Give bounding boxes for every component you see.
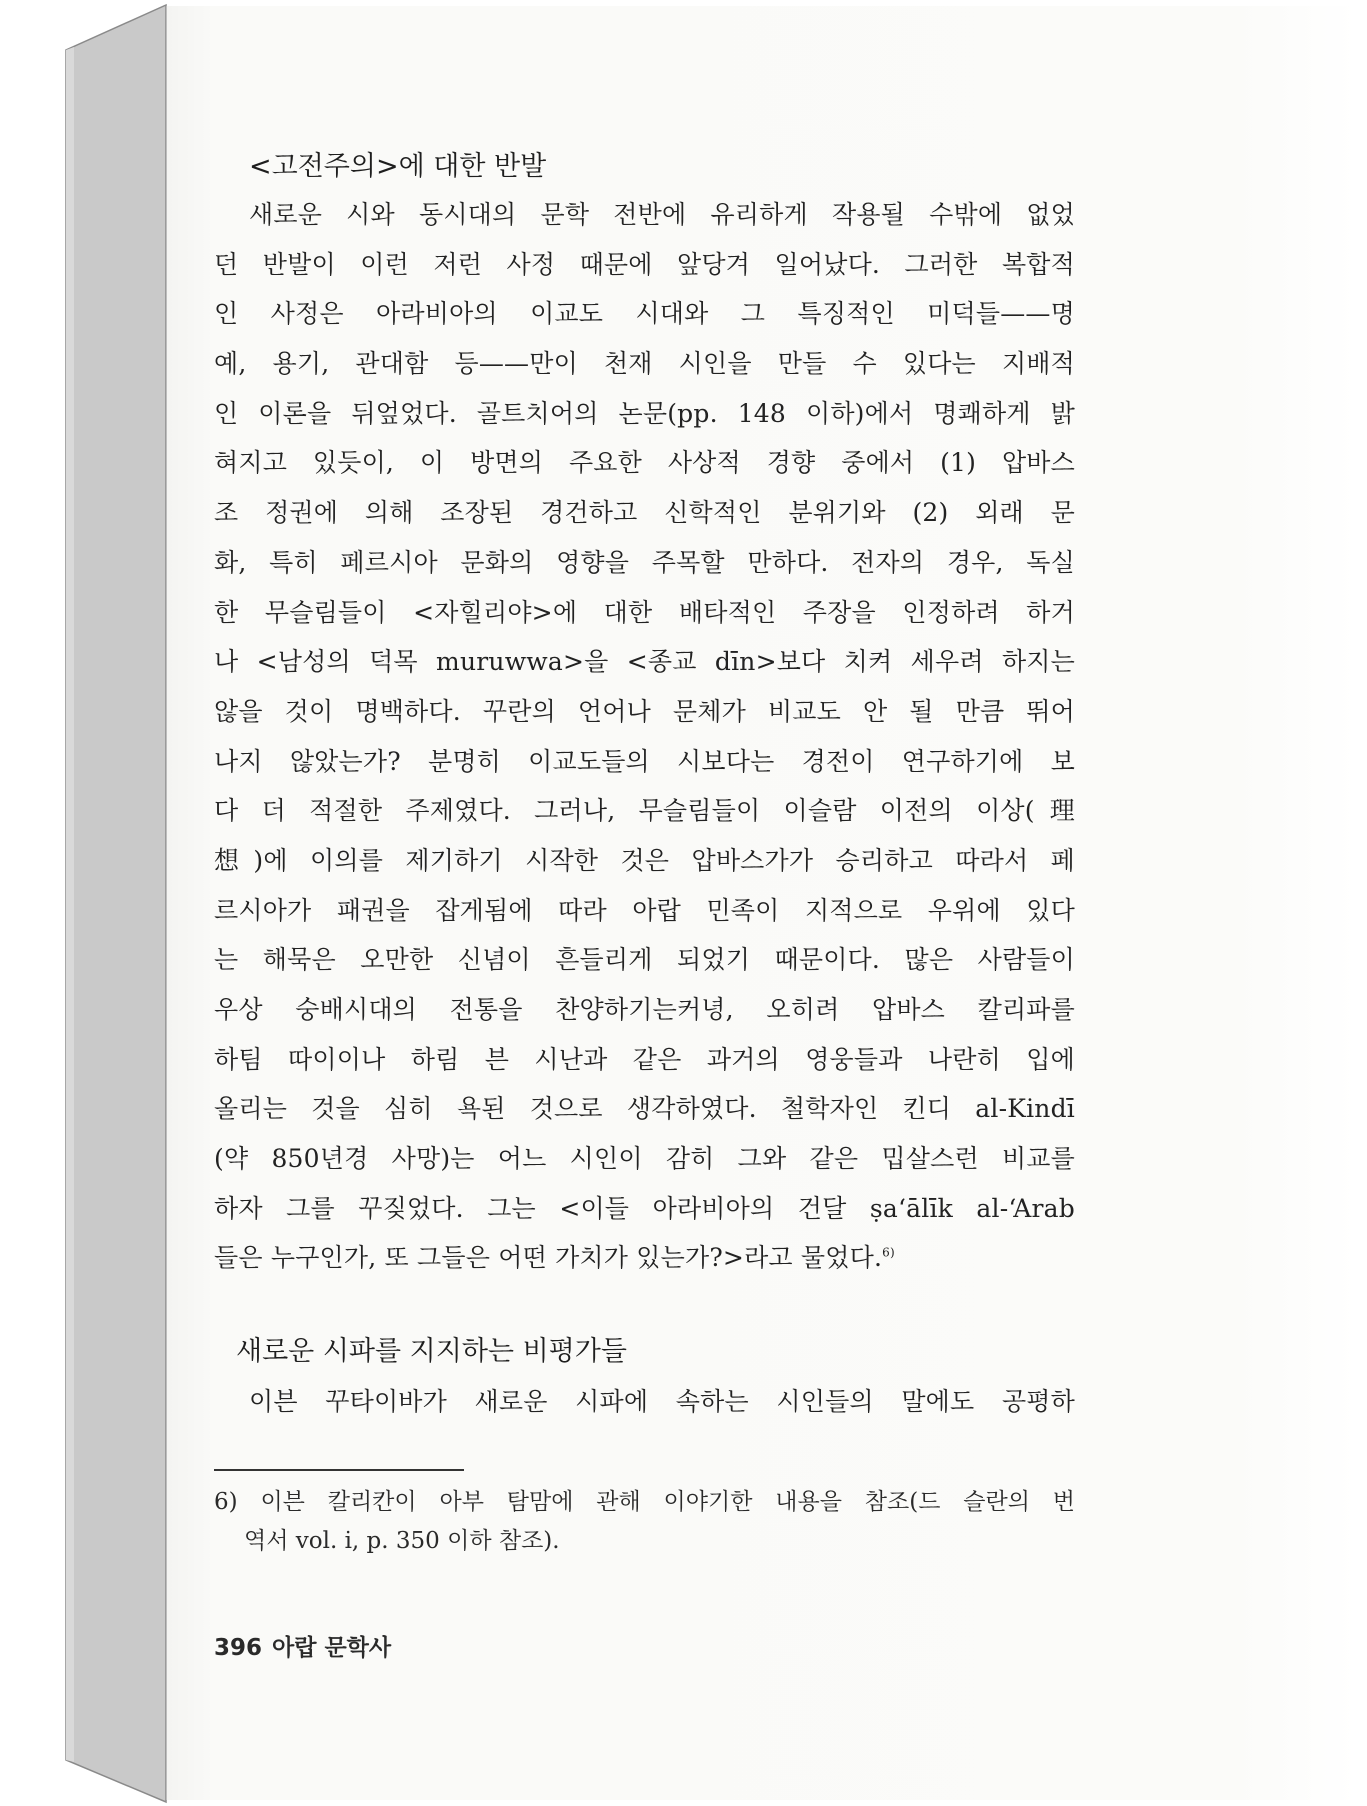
section-heading-classicism: <고전주의>에 대한 반발 <box>249 151 547 182</box>
text-line: 화, 특히 페르시아 문화의 영향을 주목할 만하다. 전자의 경우, 독실 <box>214 547 1075 577</box>
text-line: 다 더 적절한 주제였다. 그러나, 무슬림들이 이슬람 이전의 이상(理 <box>214 796 1075 826</box>
text-line: 이븐 꾸타이바가 새로운 시파에 속하는 시인들의 말에도 공평하 <box>249 1387 1075 1417</box>
text-line-last <box>214 1233 1075 1283</box>
text-line: 예, 용기, 관대함 등——만이 천재 시인을 만들 수 있다는 지배적 <box>214 349 1075 379</box>
text-line: 조 정권에 의해 조장된 경건하고 신학적인 분위기와 (2) 외래 문 <box>214 498 1075 528</box>
text-line: 한 무슬림들이 <자힐리야>에 대한 배타적인 주장을 인정하려 하거 <box>214 597 1075 627</box>
text-line: 던 반발이 이런 저런 사정 때문에 앞당겨 일어났다. 그러한 복합적 <box>214 249 1075 279</box>
text-line: 인 이론을 뒤엎었다. 골트치어의 논문(pp. 148 이하)에서 명쾌하게 밝 <box>214 398 1075 428</box>
text-line: 하팀 따이이나 하림 븐 시난과 같은 과거의 영웅들과 나란히 입에 <box>214 1044 1075 1074</box>
main-text <box>214 150 1075 1427</box>
text-line: 는 해묵은 오만한 신념이 흔들리게 되었기 때문이다. 많은 사람들이 <box>214 945 1075 975</box>
book-spine <box>0 0 180 1806</box>
text-line: (약 850년경 사망)는 어느 시인이 감히 그와 같은 밉살스런 비교를 <box>214 1144 1075 1174</box>
section-heading-critics: 새로운 시파를 지지하는 비평가들 <box>236 1336 627 1368</box>
page-number: 396 <box>214 1635 263 1661</box>
text-line: 나지 않았는가? 분명히 이교도들의 시보다는 경전이 연구하기에 보 <box>214 746 1075 776</box>
book-title: 아랍 문학사 <box>272 1635 392 1661</box>
section-gap <box>214 1283 1075 1335</box>
text-line-content: 들은 누구인가, 또 그들은 어떤 가치가 있는가?>라고 물었다. <box>214 1243 883 1273</box>
page-footer <box>214 1629 391 1662</box>
footnote-reference[interactable]: 6) <box>882 1246 895 1261</box>
footnote-line: 역서 vol. i, p. 350 이하 참조). <box>244 1528 560 1554</box>
text-line: 올리는 것을 심히 욕된 것으로 생각하였다. 철학자인 킨디 al-Kindī <box>214 1094 1075 1124</box>
text-line: 않을 것이 명백하다. 꾸란의 언어나 문체가 비교도 안 될 만큼 뛰어 <box>214 696 1075 726</box>
text-line: 혀지고 있듯이, 이 방면의 주요한 사상적 경향 중에서 (1) 압바스 <box>214 448 1075 478</box>
footnote-line: 6) 이븐 칼리칸이 아부 탐맘에 관해 이야기한 내용을 참조(드 슬란의 번 <box>214 1489 1075 1515</box>
text-line: 르시아가 패권을 잡게됨에 따라 아랍 민족이 지적으로 우위에 있다 <box>214 895 1075 925</box>
footnote-divider <box>214 1469 464 1471</box>
text-line: 우상 숭배시대의 전통을 찬양하기는커녕, 오히려 압바스 칼리파를 <box>214 995 1075 1024</box>
text-line: 새로운 시와 동시대의 문학 전반에 유리하게 작용될 수밖에 없었 <box>249 200 1075 229</box>
text-line: 나 <남성의 덕목 muruwwa>을 <종교 dīn>보다 치켜 세우려 하지는 <box>214 647 1075 677</box>
text-line: 하자 그를 꾸짖었다. 그는 <이들 아라비아의 건달 ṣa‘ālīk al-‘Arab <box>214 1193 1075 1223</box>
text-line: 想)에 이의를 제기하기 시작한 것은 압바스가가 승리하고 따라서 페 <box>214 845 1075 875</box>
footnote <box>214 1483 1075 1561</box>
text-line: 인 사정은 아라비아의 이교도 시대와 그 특징적인 미덕들——명 <box>214 299 1075 329</box>
